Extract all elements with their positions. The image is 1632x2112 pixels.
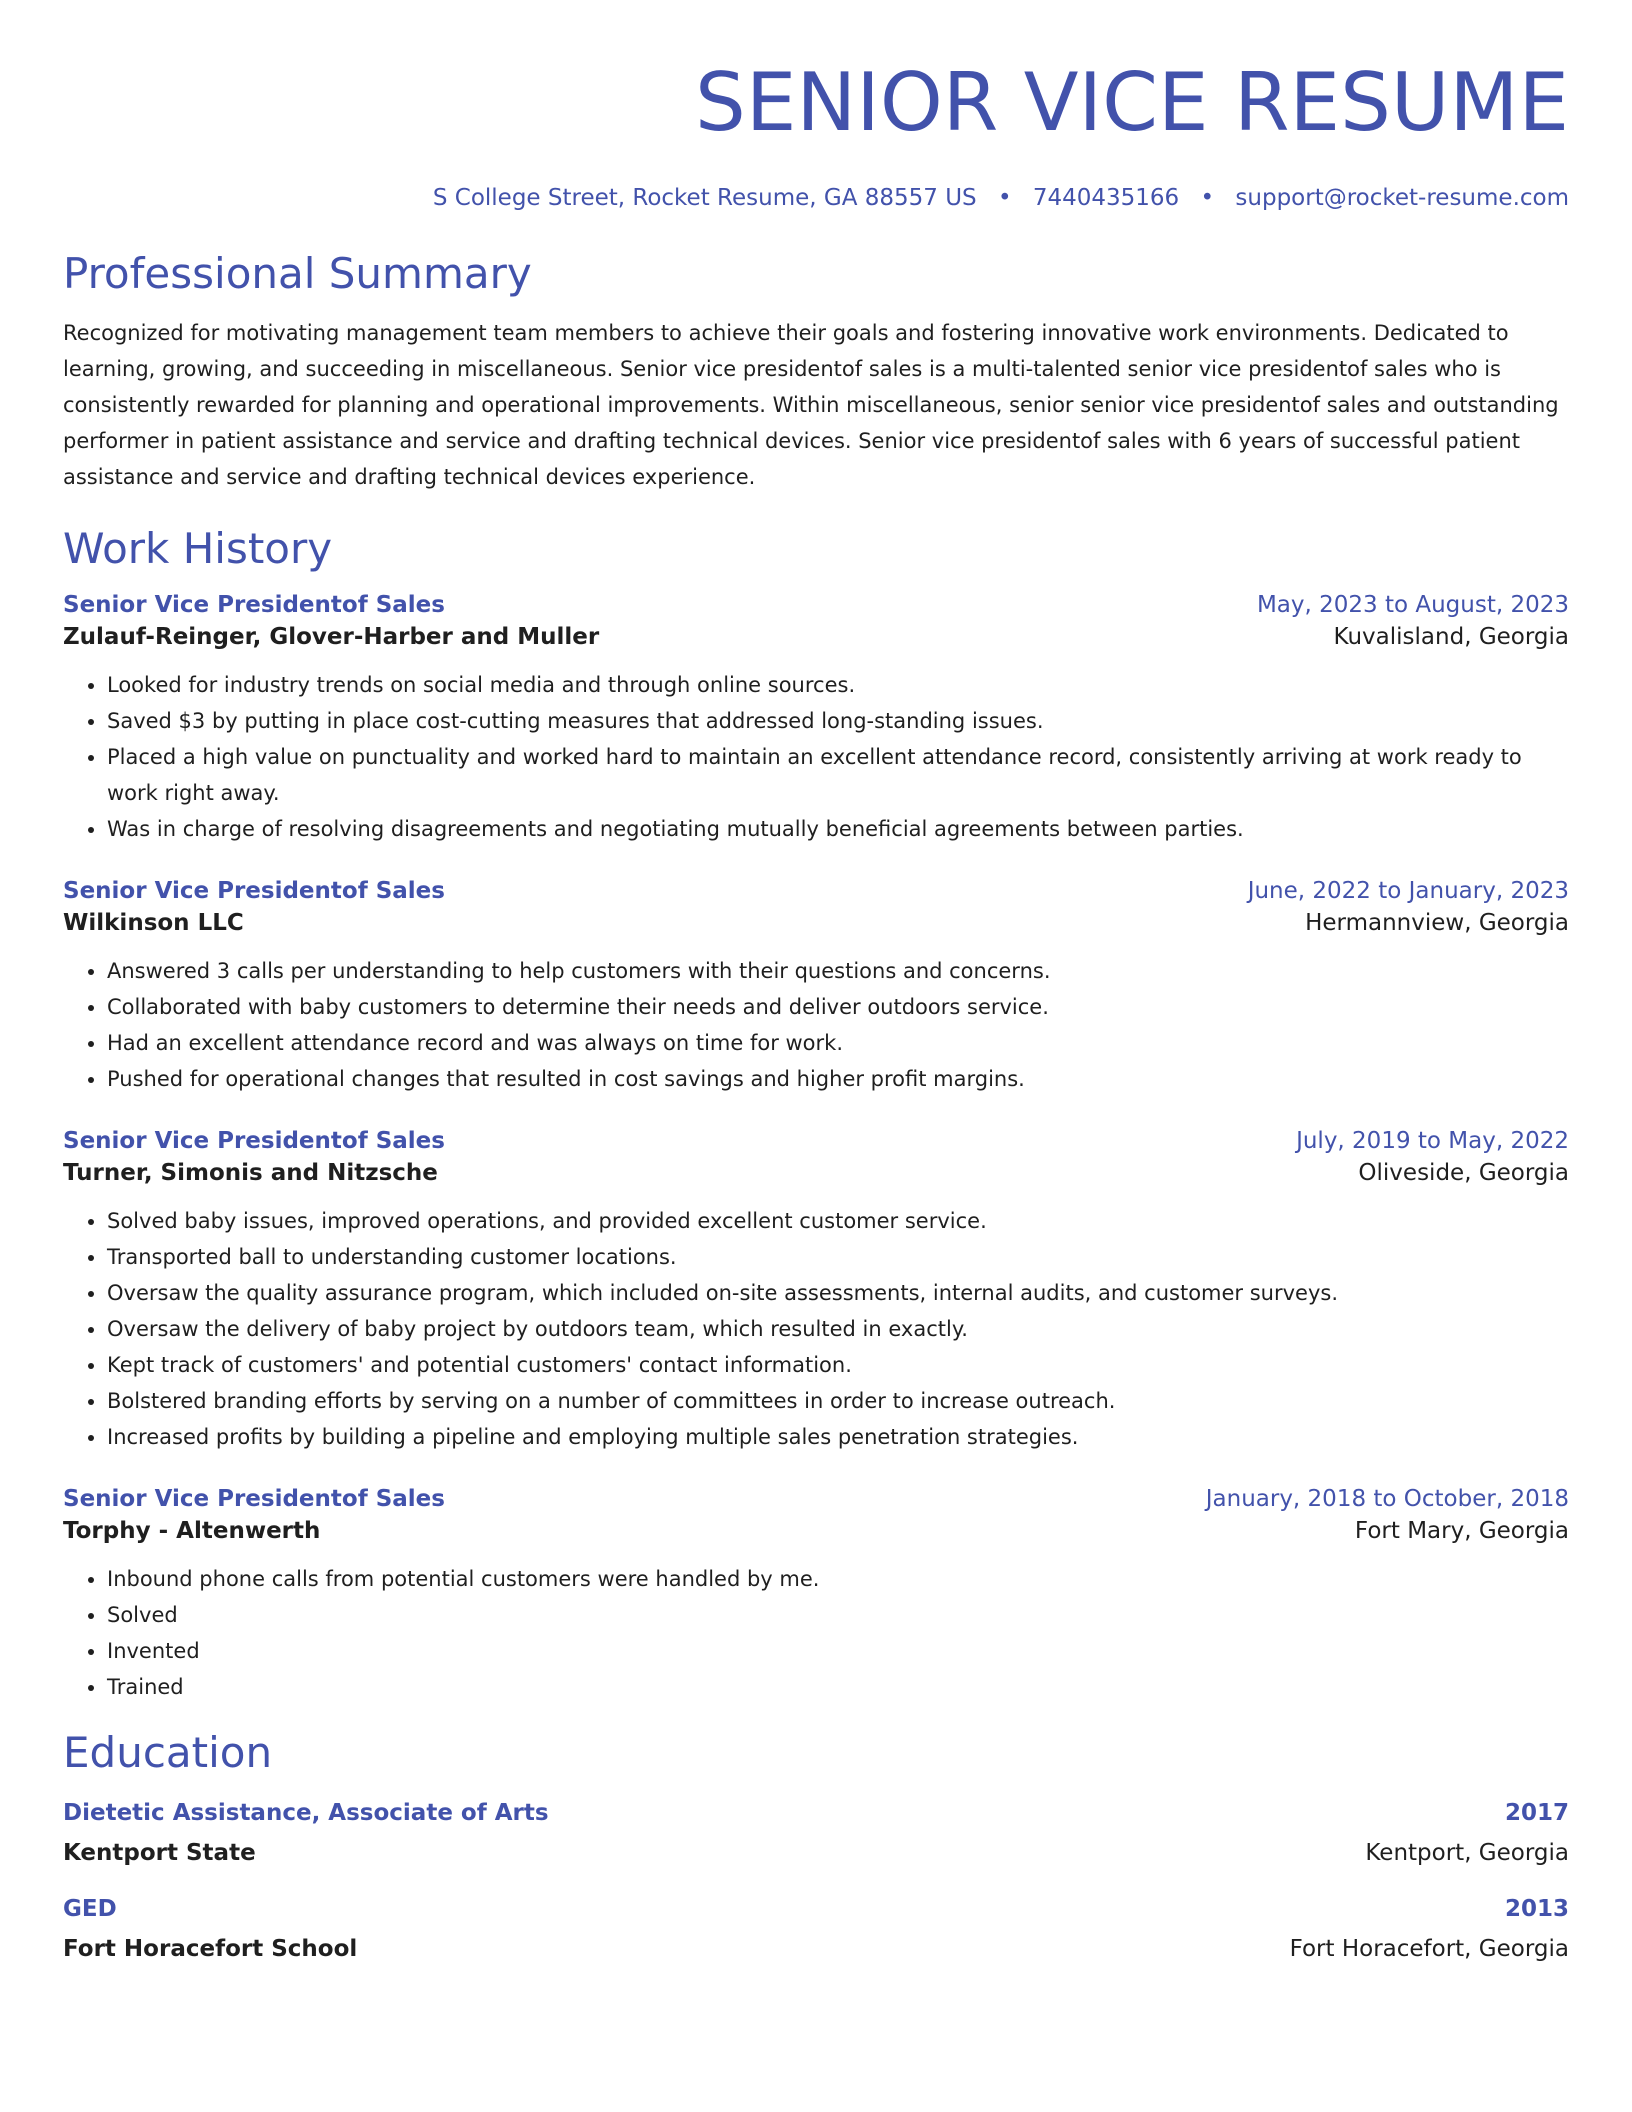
list-item: • Answered 3 calls per understanding to help customers with their questions and concerns. [107,953,1569,989]
job-dates: June, 2022 to January, 2023 [1247,878,1569,904]
jobs-list [63,589,1569,1705]
job-company: Wilkinson LLC [63,910,244,936]
education-title: Education [63,1728,273,1777]
contact-email: support@rocket-resume.com [1235,185,1569,211]
list-item: • Bolstered branding efforts by serving on a number of committees in order to increase outreach. [107,1383,1569,1419]
job-entry [63,875,1569,1097]
job-company: Zulauf-Reinger, Glover-Harber and Muller [63,624,600,650]
education-school: Fort Horacefort School [63,1936,358,1962]
list-item: • Solved baby issues, improved operations, and provided excellent customer service. [107,1203,1569,1239]
summary-text: Recognized for motivating management team members to achieve their goals and fostering innovative work environments. Dedicated to learning, growing, and succeeding in miscellaneous. Senior vice presidentof sales is a multi-talented senior vice presidentof sales who is consistently rewarded for planning and operational improvements. Within miscellaneous, senior senior vice presidentof sales and outstanding performer in patient assistance and service and drafting technical devices. Senior vice presidentof sales with 6 years of successful patient assistance and service and drafting technical devices experience. [63,321,1559,489]
list-item: • Oversaw the delivery of baby project by outdoors team, which resulted in exactly. [107,1311,1569,1347]
education-section [63,1727,1569,1965]
work-history-section [63,523,1569,1705]
job-location: Kuvalisland, Georgia [1333,624,1569,650]
summary-section [63,248,1569,495]
education-header-row [63,1797,1569,1829]
job-location: Fort Mary, Georgia [1354,1518,1569,1544]
job-company-row [63,621,1569,653]
job-header-row [63,589,1569,621]
education-degree: GED [63,1896,117,1922]
list-item: • Placed a high value on punctuality and worked hard to maintain an excellent attendance record, consistently arriving at work ready to work right away. [107,739,1569,811]
job-bullets [63,667,1569,847]
education-header-row [63,1893,1569,1925]
education-degree: Dietetic Assistance, Associate of Arts [63,1800,549,1826]
list-item: • Inbound phone calls from potential customers were handled by me. [107,1561,1569,1597]
job-dates: May, 2023 to August, 2023 [1256,592,1569,618]
list-item: • Had an excellent attendance record and was always on time for work. [107,1025,1569,1061]
contact-address: S College Street, Rocket Resume, GA 88557 US [432,185,977,211]
job-location: Hermannview, Georgia [1305,910,1569,936]
summary-title: Professional Summary [63,249,532,298]
list-item: • Trained [107,1669,1569,1705]
list-item: • Pushed for operational changes that resulted in cost savings and higher profit margins. [107,1061,1569,1097]
contact-line [63,183,1569,213]
job-title: Senior Vice Presidentof Sales [63,878,445,904]
job-entry [63,1483,1569,1705]
job-company: Torphy - Altenwerth [63,1518,321,1544]
list-item: • Collaborated with baby customers to determine their needs and deliver outdoors service. [107,989,1569,1025]
list-item: • Saved $3 by putting in place cost-cutting measures that addressed long-standing issues. [107,703,1569,739]
job-company-row [63,907,1569,939]
contact-phone: 7440435166 [1032,185,1180,211]
list-item: • Transported ball to understanding customer locations. [107,1239,1569,1275]
education-entry [63,1797,1569,1869]
job-bullets [63,1561,1569,1705]
contact-separator: • [1200,185,1215,211]
job-title: Senior Vice Presidentof Sales [63,1486,445,1512]
contact-separator: • [997,185,1012,211]
job-dates: July, 2019 to May, 2022 [1296,1128,1569,1154]
education-entry [63,1893,1569,1965]
job-dates: January, 2018 to October, 2018 [1205,1486,1569,1512]
list-item: • Increased profits by building a pipeline and employing multiple sales penetration strategies. [107,1419,1569,1455]
job-location: Oliveside, Georgia [1358,1160,1569,1186]
job-bullets [63,1203,1569,1455]
job-title: Senior Vice Presidentof Sales [63,592,445,618]
education-school-row [63,1829,1569,1869]
job-header-row [63,875,1569,907]
list-item: • Solved [107,1597,1569,1633]
job-title: Senior Vice Presidentof Sales [63,1128,445,1154]
list-item: • Kept track of customers' and potential customers' contact information. [107,1347,1569,1383]
job-entry [63,1125,1569,1455]
education-location: Fort Horacefort, Georgia [1289,1936,1569,1962]
list-item: • Was in charge of resolving disagreements and negotiating mutually beneficial agreements between parties. [107,811,1569,847]
education-school-row [63,1925,1569,1965]
list-item: • Oversaw the quality assurance program, which included on-site assessments, internal audits, and customer surveys. [107,1275,1569,1311]
job-bullets [63,953,1569,1097]
job-header-row [63,1483,1569,1515]
job-company-row [63,1157,1569,1189]
resume-name: SENIOR VICE RESUME [695,56,1569,149]
job-entry [63,589,1569,847]
education-list [63,1797,1569,1965]
education-location: Kentport, Georgia [1365,1840,1569,1866]
list-item: • Looked for industry trends on social media and through online sources. [107,667,1569,703]
education-year: 2017 [1504,1800,1569,1826]
education-school: Kentport State [63,1840,256,1866]
job-company-row [63,1515,1569,1547]
education-year: 2013 [1504,1896,1569,1922]
job-header-row [63,1125,1569,1157]
list-item: • Invented [107,1633,1569,1669]
work-history-title: Work History [63,524,333,573]
job-company: Turner, Simonis and Nitzsche [63,1160,438,1186]
